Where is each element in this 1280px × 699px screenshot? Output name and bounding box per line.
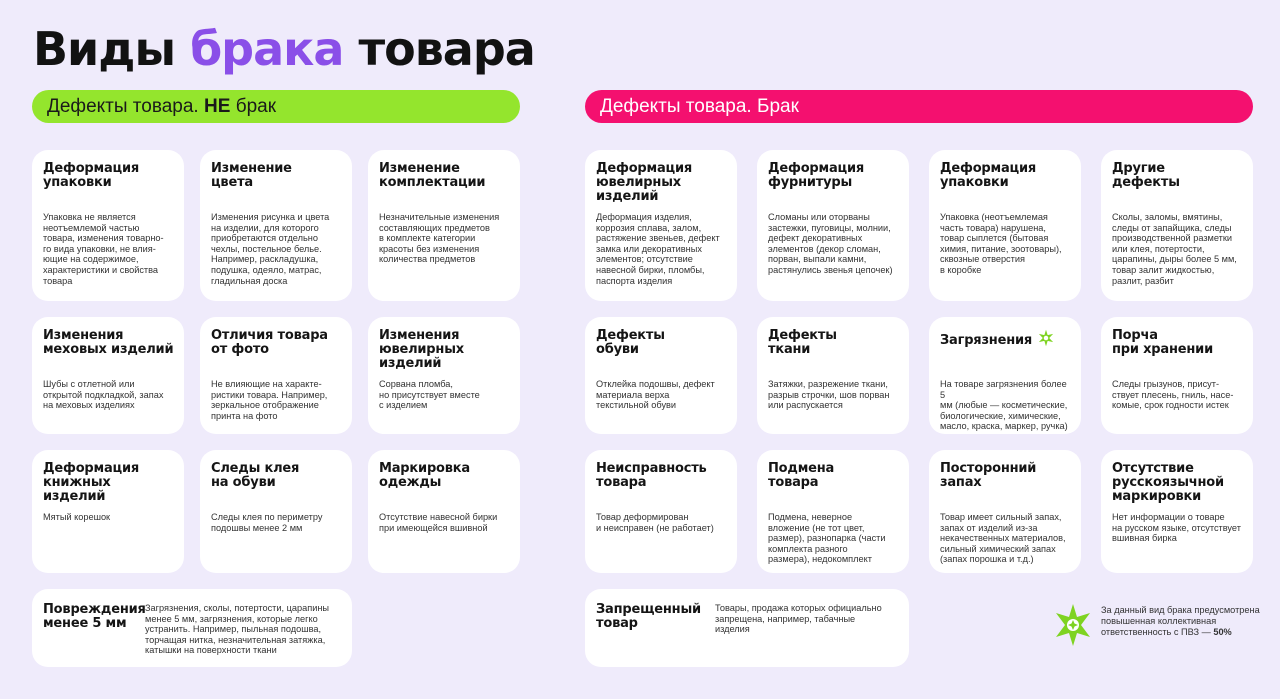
title-part-accent: брака — [190, 22, 344, 76]
responsibility-note — [1101, 605, 1261, 637]
not-defect-header — [32, 90, 520, 123]
title-part-3: товара — [358, 22, 535, 76]
card-title: Изменения меховых изделий — [43, 328, 174, 357]
card-title: Запрещенный товар — [596, 602, 701, 631]
not-defect-header-text: Дефекты товара. — [47, 96, 199, 117]
card-text: На товаре загрязнения более 5 мм (любые — косметические, биологические, химические, масло, краска, маркер, ручка) — [940, 379, 1068, 432]
card-small-damage — [32, 589, 352, 667]
defect-header-text: Дефекты товара. Брак — [600, 96, 799, 117]
card-title: Дефекты обуви — [596, 328, 665, 357]
card-text: Товар имеет сильный запах, запах от изделий из-за некачественных материалов, сильный химический запах (запах порошка и т.д.) — [940, 512, 1066, 565]
card-text: Изменения рисунка и цвета на изделии, для которого приобретаются отдельно чехлы, постельное белье. Например, раскладушка, подушка, одеяло, матрас, гладильная доска — [211, 212, 330, 286]
card-text: Отсутствие навесной бирки при имеющейся вшивной — [379, 512, 498, 533]
card-text: Мятый корешок — [43, 512, 111, 522]
card-malfunction — [585, 450, 737, 573]
not-defect-header-tail: брак — [235, 96, 277, 117]
card-title-row — [940, 329, 1071, 348]
card-hardware-deformation — [757, 150, 909, 301]
card-title: Неисправность товара — [596, 461, 707, 490]
green-star-icon-large — [1051, 603, 1095, 647]
card-contamination — [929, 317, 1081, 434]
note-text: За данный вид брака предусмотрена повышенная коллективная ответственность с ПВЗ — — [1101, 605, 1260, 637]
card-title: Маркировка одежды — [379, 461, 471, 490]
card-title: Деформация ювелирных изделий — [596, 161, 693, 204]
card-title: Дефекты ткани — [768, 328, 837, 357]
card-text: Сколы, заломы, вмятины, следы от запайщика, следы производственной разметки или клея, потертости, царапины, дыры более 5 мм, товар залит жидкостью, разлит, разбит — [1112, 212, 1237, 286]
card-packaging-deformation — [32, 150, 184, 301]
card-other-defects — [1101, 150, 1253, 301]
card-glue-traces — [200, 450, 352, 573]
card-title: Отличия товара от фото — [211, 328, 328, 357]
card-prohibited-goods — [585, 589, 909, 667]
card-title: Загрязнения — [940, 333, 1033, 348]
card-title: Изменение комплектации — [379, 161, 486, 190]
card-no-russian-marking — [1101, 450, 1253, 573]
card-jewelry-deformation — [585, 150, 737, 301]
card-foreign-smell — [929, 450, 1081, 573]
card-book-deformation — [32, 450, 184, 573]
card-title: Деформация книжных изделий — [43, 461, 140, 504]
defect-header — [585, 90, 1253, 123]
card-text: Подмена, неверное вложение (не тот цвет, размер), разнопарка (части комплекта разного размера), недокомплект — [768, 512, 886, 565]
card-clothing-marking — [368, 450, 520, 573]
card-text: Товар деформирован и неисправен (не работает) — [596, 512, 714, 533]
card-title: Посторонний запах — [940, 461, 1037, 490]
card-text: Следы грызунов, присут- ствует плесень, гниль, насе- комые, срок годности истек — [1112, 379, 1234, 411]
card-title: Другие дефекты — [1112, 161, 1180, 190]
card-text: Незначительные изменения составляющих предметов в комплекте категории красоты без изменения количества предметов — [379, 212, 500, 265]
card-title: Деформация фурнитуры — [768, 161, 865, 190]
card-title: Повреждения менее 5 мм — [43, 602, 146, 631]
card-title: Изменение цвета — [211, 161, 292, 190]
card-text: Деформация изделия, коррозия сплава, залом, растяжение звеньев, дефект замка или декоративных элементов; отсутствие навесной бирки, пломбы, паспорта изделия — [596, 212, 720, 286]
card-text: Следы клея по периметру подошвы менее 2 мм — [211, 512, 323, 533]
card-packaging-defect — [929, 150, 1081, 301]
title-part-1: Виды — [33, 22, 176, 76]
card-title: Отсутствие русскоязычной маркировки — [1112, 461, 1224, 504]
card-text: Сорвана пломба, но присутствует вместе с изделием — [379, 379, 480, 411]
green-star-icon — [1037, 329, 1055, 347]
card-text: Упаковка не является неотъемлемой частью товара, изменения товарно- го вида упаковки, не влия- ющие на содержимое, характеристики и свойства товара — [43, 212, 164, 286]
card-text: Затяжки, разрежение ткани, разрыв строчки, шов порван или распускается — [768, 379, 890, 411]
card-completeness-change — [368, 150, 520, 301]
page-title — [33, 22, 535, 76]
card-text: Упаковка (неотъемлемая часть товара) нарушена, товар сыплется (бытовая химия, питание, зоотовары), сквозные отверстия в коробке — [940, 212, 1062, 275]
card-fabric-defects — [757, 317, 909, 434]
card-text: Сломаны или оторваны застежки, пуговицы, молнии, дефект декоративных элементов (декор сломан, порван, выпали камни, растянулись звенья цепочек) — [768, 212, 893, 275]
card-text: Товары, продажа которых официально запрещена, например, табачные изделия — [715, 603, 882, 635]
card-text: Загрязнения, сколы, потертости, царапины менее 5 мм, загрязнения, которые легко устранить. Например, пыльная подошва, торчащая нитка, незначительная затяжка, катышки на поверхности ткани — [145, 603, 330, 656]
card-text: Шубы с отлетной или открытой подкладкой, запах на меховых изделиях — [43, 379, 164, 411]
card-title: Следы клея на обуви — [211, 461, 300, 490]
card-text: Не влияющие на характе- ристики товара. Например, зеркальное отображение принта на фото — [211, 379, 328, 421]
card-substitution — [757, 450, 909, 573]
card-storage-damage — [1101, 317, 1253, 434]
card-title: Деформация упаковки — [940, 161, 1037, 190]
card-fur-changes — [32, 317, 184, 434]
card-text: Отклейка подошвы, дефект материала верха текстильной обуви — [596, 379, 715, 411]
card-shoe-defects — [585, 317, 737, 434]
not-defect-header-bold: НЕ — [204, 96, 231, 117]
card-color-change — [200, 150, 352, 301]
card-text: Нет информации о товаре на русском языке, отсутствует вшивная бирка — [1112, 512, 1241, 544]
note-percent: 50% — [1213, 626, 1232, 637]
card-jewelry-changes — [368, 317, 520, 434]
card-title: Порча при хранении — [1112, 328, 1213, 357]
card-title: Подмена товара — [768, 461, 835, 490]
card-title: Деформация упаковки — [43, 161, 140, 190]
card-photo-difference — [200, 317, 352, 434]
card-title: Изменения ювелирных изделий — [379, 328, 464, 371]
